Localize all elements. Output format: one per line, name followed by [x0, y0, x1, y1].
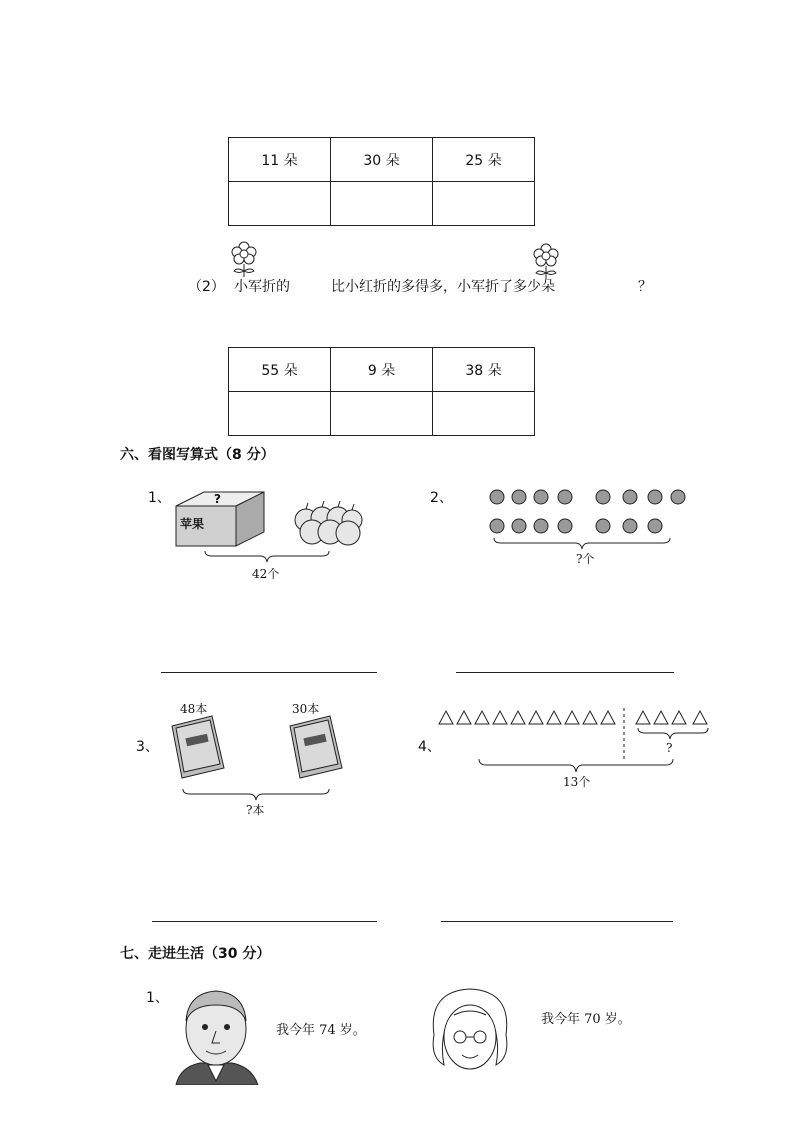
- brace-icon: [493, 537, 671, 551]
- question-mark: ？: [638, 279, 652, 295]
- question-text-part2: 比小红折的多得多，小军折了多少朵: [331, 279, 555, 295]
- answer-cell[interactable]: [331, 182, 433, 226]
- table-cell: 25 朵: [433, 138, 535, 182]
- part-caption: ?: [666, 741, 673, 755]
- grandma-portrait-icon: [424, 985, 516, 1085]
- problem-number: 1、: [146, 990, 169, 1006]
- problem-number: 2、: [430, 490, 453, 506]
- problem-number: 1、: [148, 490, 171, 506]
- question-text-part1: 小军折的: [234, 279, 290, 295]
- options-table-1: [228, 137, 535, 226]
- problem-number: 4、: [418, 739, 441, 755]
- answer-line[interactable]: [456, 672, 674, 673]
- table-cell: 38 朵: [433, 348, 535, 392]
- shells-icon: [486, 486, 692, 540]
- brace-icon: [204, 550, 330, 564]
- brace-icon: [478, 758, 674, 774]
- section-title: 七、走进生活（30 分）: [120, 946, 271, 962]
- table-cell: 55 朵: [229, 348, 331, 392]
- table-cell: 11 朵: [229, 138, 331, 182]
- book-count-label: 30本: [292, 702, 320, 716]
- table-cell: 9 朵: [331, 348, 433, 392]
- brace-caption: 42个: [252, 567, 280, 581]
- answer-cell[interactable]: [229, 392, 331, 436]
- book-count-label: 48本: [180, 702, 208, 716]
- question-number: （2）: [188, 279, 225, 295]
- brace-caption: 13个: [563, 775, 591, 789]
- problem-number: 3、: [136, 739, 159, 755]
- box-label: 苹果: [180, 517, 205, 531]
- table-cell: 30 朵: [331, 138, 433, 182]
- brace-icon: [182, 788, 330, 802]
- grandma-speech: 我今年 70 岁。: [541, 1012, 631, 1027]
- answer-line[interactable]: [161, 672, 377, 673]
- answer-cell[interactable]: [331, 392, 433, 436]
- answer-cell[interactable]: [433, 182, 535, 226]
- flower-icon: [531, 242, 561, 280]
- brace-caption: ?个: [576, 552, 595, 566]
- answer-cell[interactable]: [229, 182, 331, 226]
- grandpa-speech: 我今年 74 岁。: [276, 1023, 366, 1038]
- answer-cell[interactable]: [433, 392, 535, 436]
- grandpa-portrait-icon: [170, 985, 262, 1085]
- answer-line[interactable]: [152, 921, 377, 922]
- book-icon: [288, 714, 344, 780]
- answer-line[interactable]: [441, 921, 673, 922]
- brace-caption: ?本: [246, 803, 265, 817]
- section-title: 六、看图写算式（8 分）: [120, 447, 275, 463]
- book-icon: [170, 714, 226, 780]
- box-question-mark: ?: [214, 492, 221, 506]
- flower-icon: [229, 240, 259, 278]
- apples-icon: [292, 500, 364, 548]
- options-table-2: [228, 347, 535, 436]
